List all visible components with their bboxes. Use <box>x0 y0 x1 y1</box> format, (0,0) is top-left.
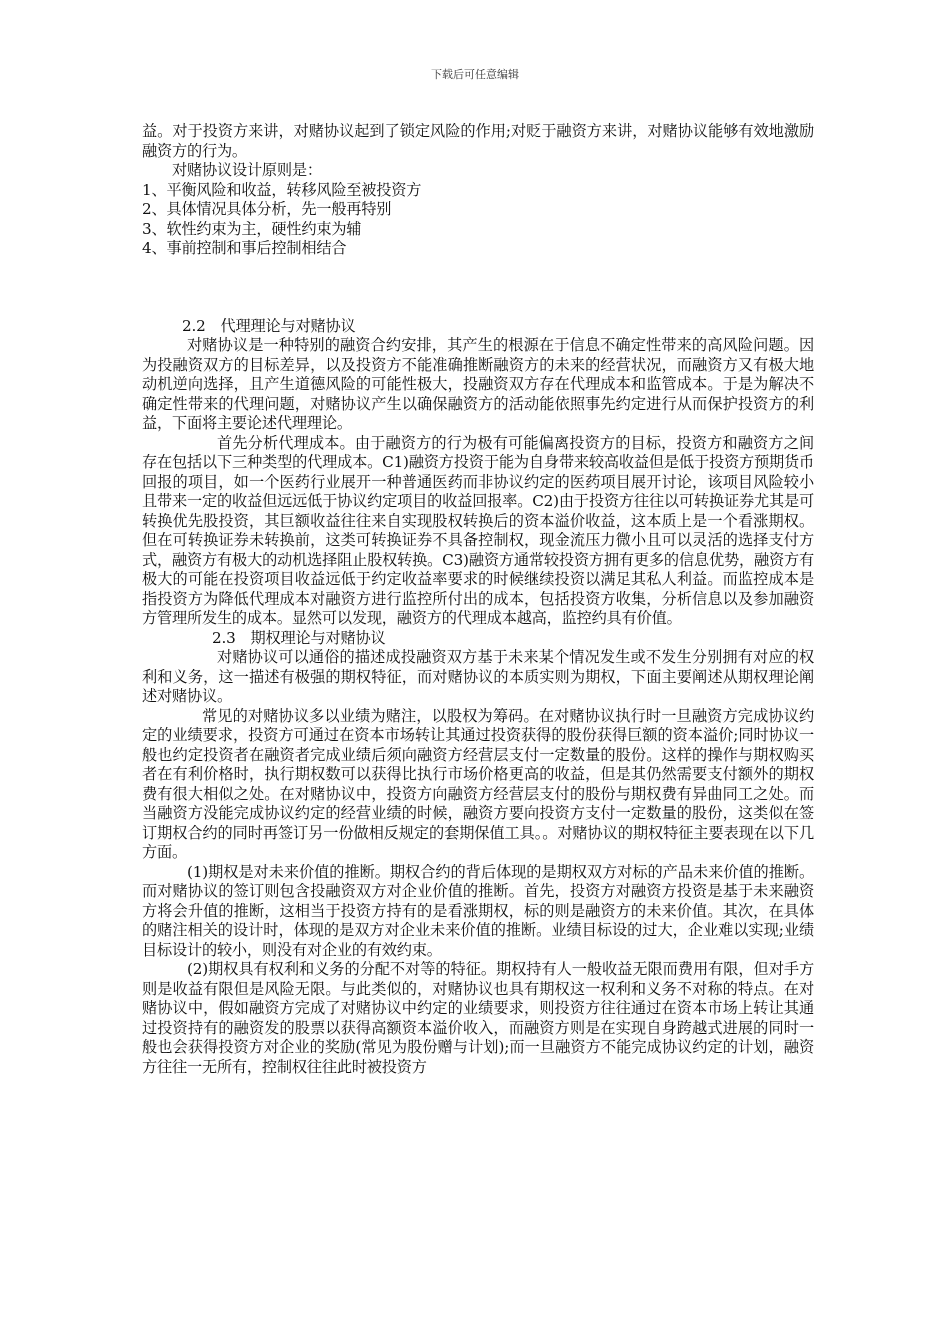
principles-title: 对赌协议设计原则是： <box>172 161 322 179</box>
section-heading-2-3: 2.3 期权理论与对赌协议 <box>212 628 386 647</box>
section-2-3-paragraph-2: 常见的对赌协议多以业绩为赌注，以股权为筹码。在对赌协议执行时一旦融资方完成协议约定的业绩要求，投资方可通过在资本市场转让其通过投资获得的股份获得巨额的资本溢价;同时协议一般也约定投资者在融资者完成业绩后须向融资方经营层支付一定数量的股份。这样的操作与期权购买者在有利价格时，执行期权数可以获得比执行市场价格更高的收益，但是其仍然需要支付额外的期权费有很大相似之处。在对赌协议中，投资方向融资方经营层支付的股份与期权费有异曲同工之处。而当融资方没能完成协议约定的经营业绩的时候，融资方要向投资方支付一定数量的股份，这类似在签订期权合约的同时再签订另一份做相反规定的套期保值工具。。对赌协议的期权特征主要表现在以下几方面。 <box>142 706 814 861</box>
document-body <box>142 122 814 1077</box>
principle-item: 2、具体情况具体分析，先一般再特别 <box>142 200 392 218</box>
principle-item: 4、事前控制和事后控制相结合 <box>142 239 347 257</box>
section-heading-2-2: 2.2 代理理论与对赌协议 <box>182 316 356 335</box>
spacer <box>142 259 814 317</box>
option-point-1: (1)期权是对未来价值的推断。期权合约的背后体现的是期权双方对标的产品未来价值的推断。而对赌协议的签订则包含投融资双方对企业价值的推断。首先，投资方对融资方投资是基于未来融资方将会升值的推断，这相当于投资方持有的是看涨期权，标的则是融资方的未来价值。其次，在具体的赌注相关的设计时，体现的是双方对企业未来价值的推断。业绩目标设的过大，企业难以实现;业绩目标设计的较小，则没有对企业的有效约束。 <box>142 862 814 959</box>
principle-item: 3、软性约束为主，硬性约束为辅 <box>142 219 362 238</box>
page-header: 下载后可任意编辑 <box>431 68 519 81</box>
principle-item: 1、平衡风险和收益，转移风险至被投资方 <box>142 180 422 199</box>
intro-paragraph: 益。对于投资方来讲，对赌协议起到了锁定风险的作用;对贬于融资方来讲，对赌协议能够有效地激励融资方的行为。 <box>142 122 814 160</box>
section-2-2-paragraph-1: 对赌协议是一种特别的融资合约安排，其产生的根源在于信息不确定性带来的高风险问题。因为投融资双方的目标差异，以及投资方不能准确推断融资方的未来的经营状况，而融资方又有极大地动机逆向选择，且产生道德风险的可能性极大，投融资双方存在代理成本和监管成本。于是为解决不确定性带来的代理问题，对赌协议产生以确保融资方的活动能依照事先约定进行从而保护投资方的利益，下面将主要论述代理理论。 <box>142 336 814 432</box>
option-point-2: (2)期权具有权利和义务的分配不对等的特征。期权持有人一般收益无限而费用有限，但对手方则是收益有限但是风险无限。与此类似的，对赌协议也具有期权这一权利和义务不对称的特点。在对赌协议中，假如融资方完成了对赌协议中约定的业绩要求，则投资方往往通过在资本市场上转让其通过投资持有的融资发的股票以获得高额资本溢价收入，而融资方则是在实现自身跨越式进展的同时一般也会获得投资方对企业的奖励(常见为股份赠与计划);而一旦融资方不能完成协议约定的计划，融资方往往一无所有，控制权往往此时被投资方 <box>142 960 814 1076</box>
section-2-3-paragraph-1: 对赌协议可以通俗的描述成投融资双方基于未来某个情况发生或不发生分别拥有对应的权利和义务，这一描述有极强的期权特征，而对赌协议的本质实则为期权，下面主要阐述从期权理论阐述对赌协议。 <box>142 648 814 705</box>
section-2-2-paragraph-2: 首先分析代理成本。由于融资方的行为极有可能偏离投资方的目标，投资方和融资方之间存在包括以下三种类型的代理成本。C1)融资方投资于能为自身带来较高收益但是低于投资方预期货币回报的项目，如一个医药行业展开一种普通医药而非协议约定的医药项目展开讨论，该项目风险较小且带来一定的收益但远远低于协议约定项目的收益回报率。C2)由于投资方往往以可转换证券尤其是可转换优先股投资，其巨额收益往往来自实现股权转换后的资本溢价收益，这本质上是一个看涨期权。但在可转换证券未转换前，这类可转换证券不具备控制权，现金流压力微小且可以灵活的选择支付方式，融资方有极大的动机选择阻止股权转换。C3)融资方通常较投资方拥有更多的信息优势，融资方有极大的可能在投资项目收益远低于约定收益率要求的时候继续投资以满足其私人利益。而监控成本是指投资方为降低代理成本对融资方进行监控所付出的成本，包括投资方收集，分析信息以及参加融资方管理所发生的成本。显然可以发现，融资方的代理成本越高，监控约具有价值。 <box>142 433 814 627</box>
